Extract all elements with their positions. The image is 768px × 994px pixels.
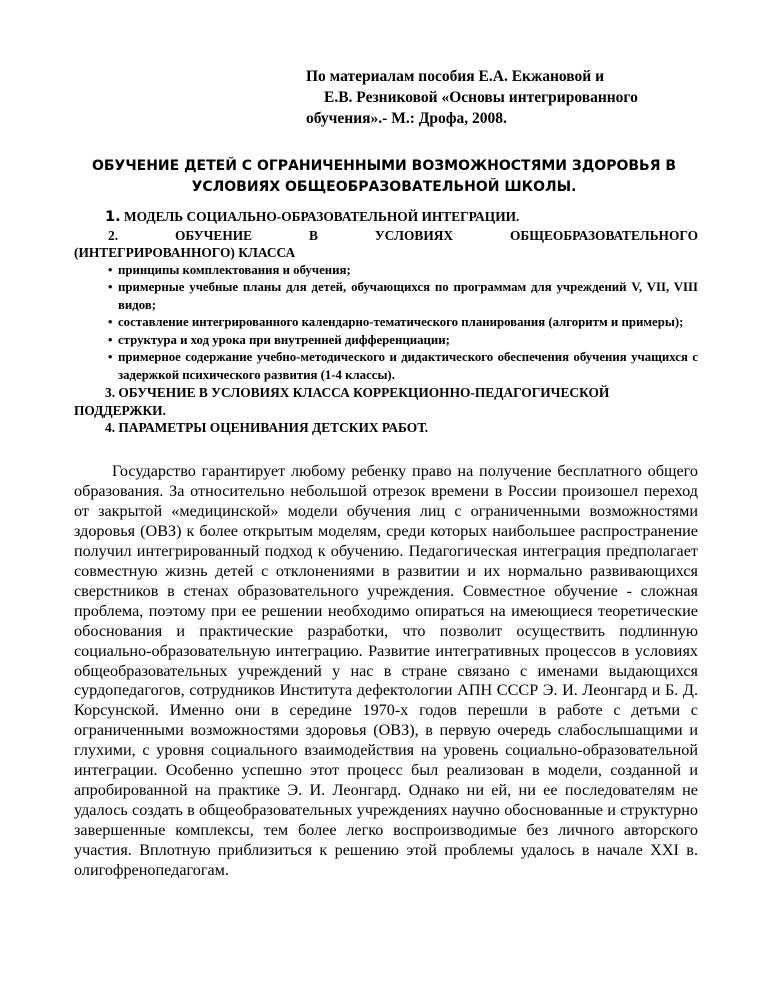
bullet-icon: • — [108, 280, 113, 294]
source-reference — [306, 66, 706, 129]
outline-item-2-line-2: (ИНТЕГРИРОВАННОГО) КЛАССА — [74, 245, 296, 260]
list-item — [108, 279, 698, 314]
bullet-icon: • — [108, 332, 113, 347]
bullet-icon: • — [108, 350, 113, 364]
outline-item-1-number: 1. — [105, 209, 121, 225]
body-paragraph: Государство гарантирует любому ребенку право на получение бесплатного общего образования. За относительно небольшой отрезок времени в России произошел переход от закрытой «медицинской» модели обучения лиц с ограниченными возможностями здоровья (ОВЗ) к более открытым моделям, среди которых наибольшее распространение получил интегрированный подход к обучению. Педагогическая интеграция предполагает совместную жизнь детей с отклонениями в развитии и их нормально развивающихся сверстников в стенах образовательного учреждения. Совместное обучение - сложная проблема, поэтому при ее решении необходимо опираться на имеющиеся теоретические обоснования и практические разработки, что позволит осуществить подлинную социально-образовательную интеграцию. Развитие интегративных процессов в условиях общеобразовательных учреждений у нас в стране связано с именами выдающихся сурдопедагогов, сотрудников Института дефектологии АПН СССР Э. И. Леонгард и Б. Д. Корсунской. Именно они в середине 1970-х годов перешли в работе с детьми с ограниченными возможностями здоровья (ОВЗ), в первую очередь слабослышащими и глухими, с уровня социального взаимодействия на уровень социально-образовательной интеграции. Особенно успешно этот процесс был реализован в модели, созданной и апробированной на практике Э. И. Леонгард. Однако ни ей, ни ее последователям не удалось создать в общеобразовательных учреждениях научно обоснованные и структурно завершенные комплексы, тем более легко воспроизводимые без личного авторского участия. Вплотную приблизиться к решению этой проблемы удалось в начале XXI в. олигофренопедагогам. — [74, 462, 698, 880]
list-item — [108, 262, 698, 280]
list-item-text: структура и ход урока при внутренней дифференциации; — [118, 332, 450, 347]
outline-item-1 — [74, 208, 698, 227]
source-line-3: обучения».- М.: Дрофа, 2008. — [306, 110, 507, 127]
list-item — [108, 349, 698, 384]
list-item-text: принципы комплектования и обучения; — [118, 262, 351, 277]
list-item — [108, 332, 698, 350]
list-item-text: примерные учебные планы для детей, обучающихся по программам для учреждений V, VII, VIII видов; — [118, 280, 698, 312]
outline-item-2-line-1: 2. ОБУЧЕНИЕ В УСЛОВИЯХ ОБЩЕОБРАЗОВАТЕЛЬНОГО — [108, 227, 698, 243]
list-item — [108, 314, 698, 332]
bullet-icon: • — [108, 315, 113, 329]
source-line-1: По материалам пособия Е.А. Екжановой и — [306, 68, 605, 85]
outline-item-1-text: МОДЕЛЬ СОЦИАЛЬНО-ОБРАЗОВАТЕЛЬНОЙ ИНТЕГРАЦИИ. — [123, 209, 520, 224]
source-line-2: Е.В. Резниковой «Основы интегрированного — [324, 89, 638, 106]
outline-item-4: 4. ПАРАМЕТРЫ ОЦЕНИВАНИЯ ДЕТСКИХ РАБОТ. — [105, 420, 429, 435]
list-item-text: составление интегрированного календарно-тематического планирования (алгоритм и примеры); — [118, 315, 684, 329]
outline-item-3-line-1: 3. ОБУЧЕНИЕ В УСЛОВИЯХ КЛАССА КОРРЕКЦИОННО-ПЕДАГОГИЧЕСКОЙ — [105, 385, 610, 400]
bullet-icon: • — [108, 262, 113, 277]
document-title: ОБУЧЕНИЕ ДЕТЕЙ С ОГРАНИЧЕННЫМИ ВОЗМОЖНОСТЯМИ ЗДОРОВЬЯ В УСЛОВИЯХ ОБЩЕОБРАЗОВАТЕЛЬНОЙ ШКОЛЫ. — [91, 158, 677, 195]
list-item-text: примерное содержание учебно-методического и дидактического обеспечения обучения учащихся с задержкой психического развития (1-4 классы). — [118, 350, 698, 382]
outline-item-3-line-2: ПОДДЕРЖКИ. — [74, 402, 166, 418]
outline-bullet-list — [74, 262, 698, 385]
contents-outline — [74, 208, 698, 437]
